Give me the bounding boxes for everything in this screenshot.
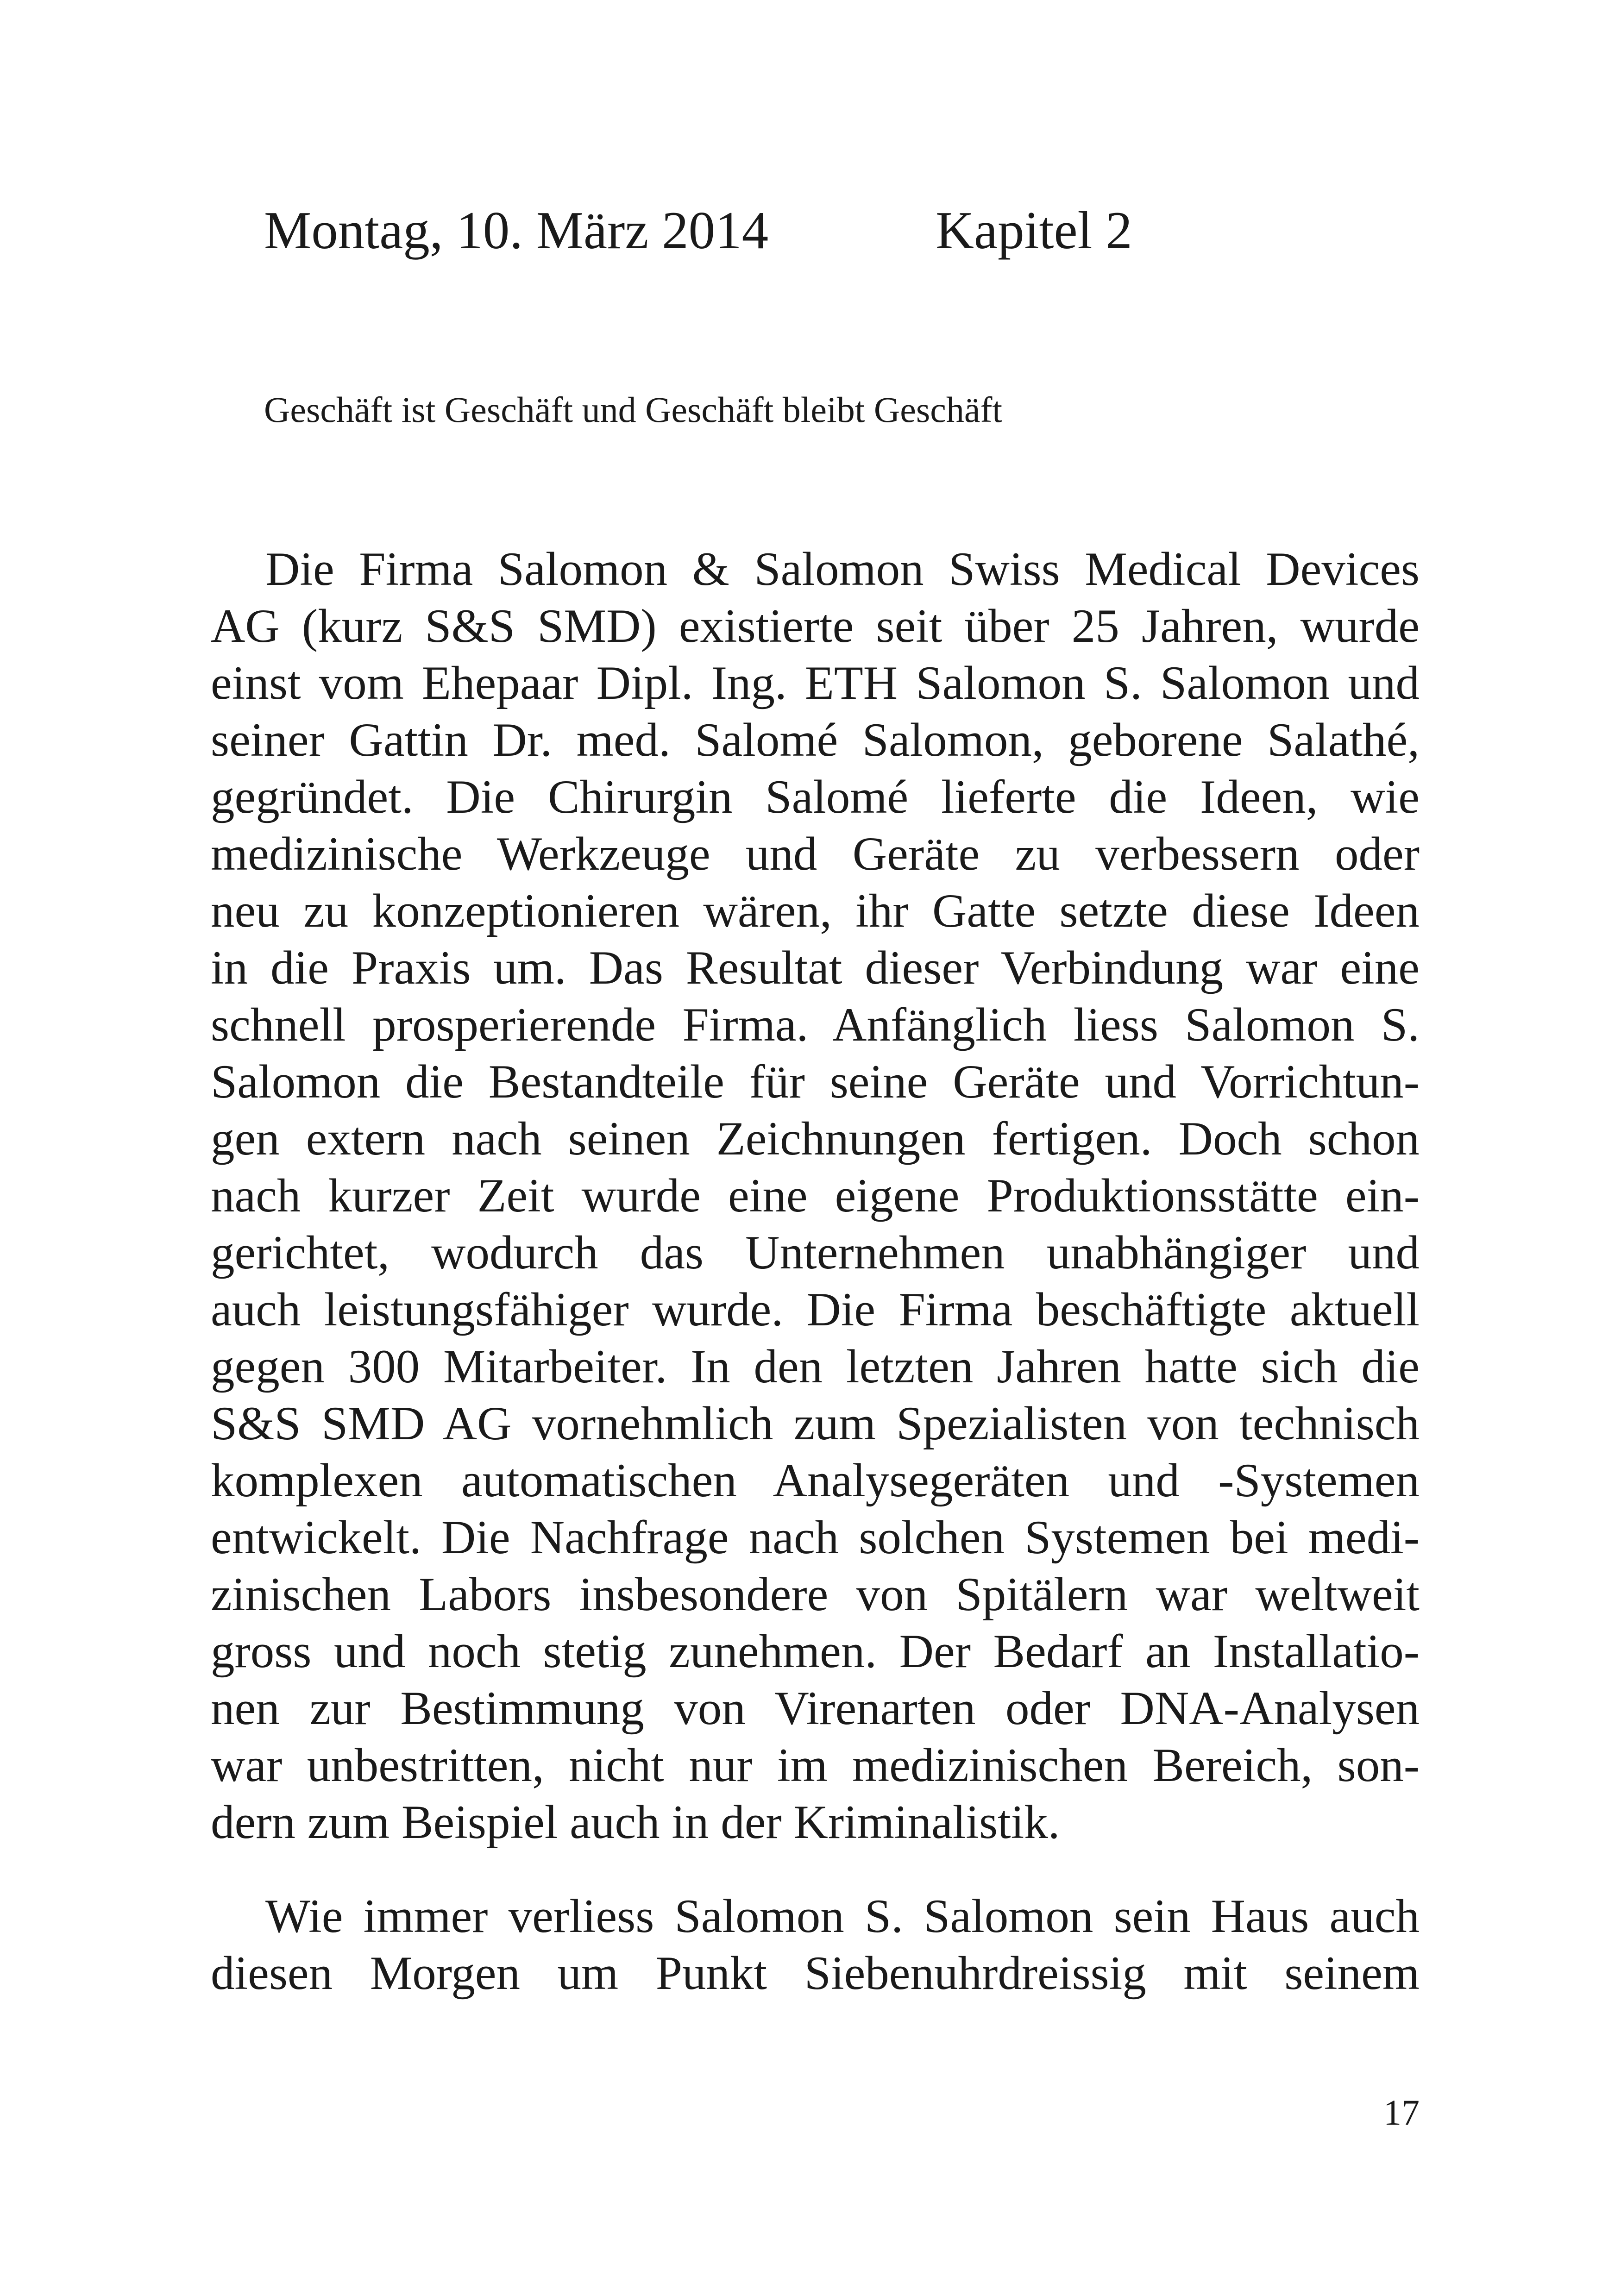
text-line: gross und noch stetig zunehmen. Der Bedarf an Installatio- bbox=[211, 1625, 1420, 1678]
text-line: diesen Morgen um Punkt Siebenuhrdreissig mit seinem bbox=[211, 1947, 1420, 2000]
text-line: Die Firma Salomon & Salomon Swiss Medical Devices bbox=[265, 543, 1420, 596]
text-line: entwickelt. Die Nachfrage nach solchen Systemen bei medi- bbox=[211, 1511, 1420, 1564]
page-number: 17 bbox=[1383, 2092, 1420, 2133]
text-line: auch leistungsfähiger wurde. Die Firma beschäftigte aktuell bbox=[211, 1283, 1420, 1336]
text-line: Wie immer verliess Salomon S. Salomon sein Haus auch bbox=[265, 1890, 1420, 1943]
text-line: neu zu konzeptionieren wären, ihr Gatte setzte diese Ideen bbox=[211, 885, 1420, 937]
text-line: seiner Gattin Dr. med. Salomé Salomon, geborene Salathé, bbox=[211, 714, 1420, 766]
text-line: S&S SMD AG vornehmlich zum Spezialisten von technisch bbox=[211, 1397, 1420, 1450]
text-line: zinischen Labors insbesondere von Spitälern war weltweit bbox=[211, 1568, 1420, 1621]
paragraph-gap bbox=[211, 1851, 1420, 1888]
text-line: dern zum Beispiel auch in der Kriminalistik. bbox=[211, 1796, 1060, 1849]
chapter-date: Montag, 10. März 2014 bbox=[264, 201, 769, 260]
text-line: nen zur Bestimmung von Virenarten oder DNA-Analysen bbox=[211, 1682, 1420, 1735]
text-line: medizinische Werkzeuge und Geräte zu verbessern oder bbox=[211, 828, 1420, 880]
chapter-subtitle: Geschäft ist Geschäft und Geschäft bleibt Geschäft bbox=[264, 389, 1003, 430]
text-line: in die Praxis um. Das Resultat dieser Verbindung war eine bbox=[211, 941, 1420, 994]
chapter-header bbox=[264, 194, 1422, 268]
text-line: nach kurzer Zeit wurde eine eigene Produktionsstätte ein- bbox=[211, 1169, 1420, 1222]
text-line: war unbestritten, nicht nur im medizinischen Bereich, son- bbox=[211, 1739, 1420, 1792]
text-line: AG (kurz S&S SMD) existierte seit über 25 Jahren, wurde bbox=[211, 600, 1420, 652]
text-line: gerichtet, wodurch das Unternehmen unabhängiger und bbox=[211, 1226, 1420, 1279]
text-line: gegründet. Die Chirurgin Salomé lieferte die Ideen, wie bbox=[211, 771, 1420, 823]
text-line: gen extern nach seinen Zeichnungen fertigen. Doch schon bbox=[211, 1112, 1420, 1165]
chapter-number: Kapitel 2 bbox=[936, 201, 1132, 260]
text-line: einst vom Ehepaar Dipl. Ing. ETH Salomon S. Salomon und bbox=[211, 657, 1420, 709]
text-line: Salomon die Bestandteile für seine Geräte und Vorrichtun- bbox=[211, 1055, 1420, 1108]
text-line: komplexen automatischen Analysegeräten und -Systemen bbox=[211, 1454, 1420, 1507]
text-line: gegen 300 Mitarbeiter. In den letzten Jahren hatte sich die bbox=[211, 1340, 1420, 1393]
text-line: schnell prosperierende Firma. Anfänglich liess Salomon S. bbox=[211, 998, 1420, 1051]
body-text bbox=[211, 541, 1420, 2002]
